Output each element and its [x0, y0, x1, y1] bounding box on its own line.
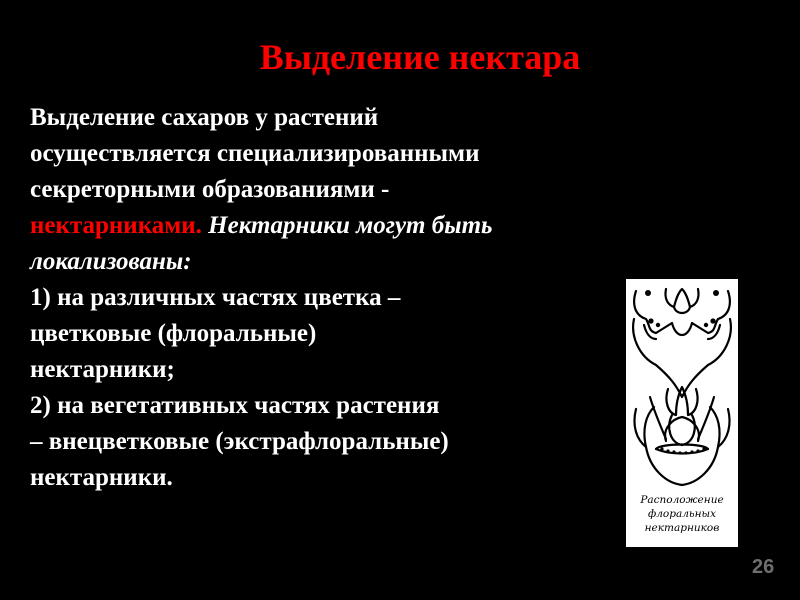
- list-line-4: 2) на вегетативных частях растения: [30, 392, 440, 419]
- slide-title: Выделение нектара: [259, 37, 581, 77]
- nectary-dots-top: [645, 290, 719, 327]
- flower-top-drawing: [633, 289, 731, 397]
- intro-line-4: [30, 208, 730, 244]
- list-line-2: цветковые (флоральные): [30, 320, 317, 347]
- nectary-list: [30, 280, 730, 496]
- list-line-1: 1) на различных частях цветка –: [30, 284, 401, 311]
- list-line-5: – внецветковые (экстрафлоральные): [30, 428, 449, 455]
- list-line-3: нектарники;: [30, 356, 175, 383]
- slide-body: [30, 100, 730, 496]
- caption-line-3: нектарников: [644, 522, 720, 534]
- intro-paragraph: [30, 100, 730, 280]
- caption-line-2: флоральных: [648, 508, 716, 520]
- list-line-6: нектарники.: [30, 464, 173, 491]
- flower-bottom-drawing: [634, 387, 729, 485]
- intro-line-2: осуществляется специализированными: [30, 140, 480, 167]
- page-number: 26: [752, 556, 775, 578]
- intro-line-3: секреторными образованиями -: [30, 176, 390, 203]
- figure-caption: [639, 494, 723, 534]
- intro-line-4-italic: Нектарники могут быть: [201, 212, 493, 239]
- nectary-illustration: [626, 279, 738, 547]
- caption-line-1: Расположение: [640, 494, 724, 506]
- flower-drawing: [626, 279, 738, 547]
- intro-line-1: Выделение сахаров у растений: [30, 104, 379, 131]
- nectaries-highlight: нектарниками.: [30, 212, 202, 239]
- intro-line-5: локализованы:: [30, 248, 192, 275]
